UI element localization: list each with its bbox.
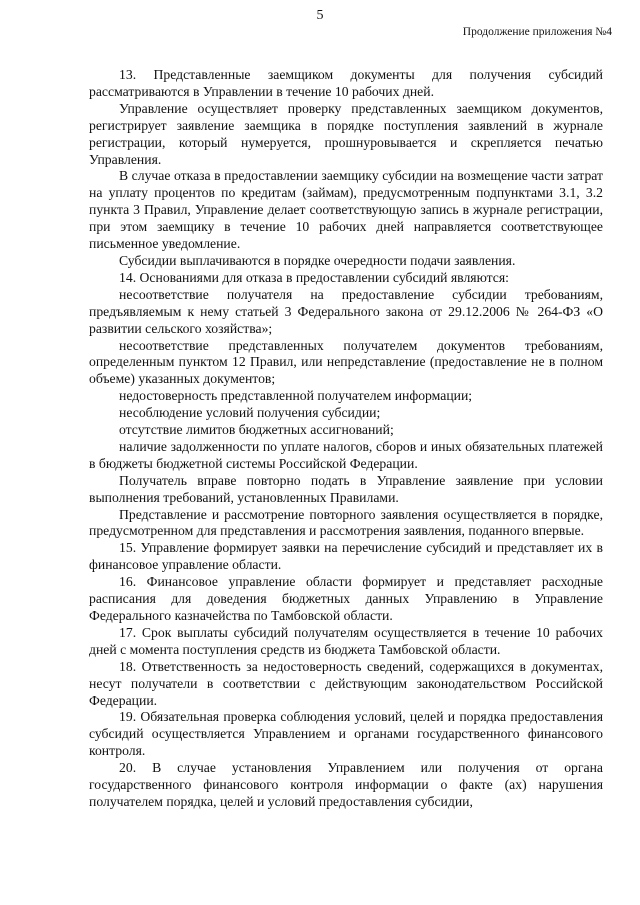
paragraph-13-refusal: В случае отказа в предоставлении заемщику субсидии на возмещение части затрат на уплату процентов по кредитам (займам), предусмотренным подпунктами 3.1, 3.2 пункта 3 Правил, Управление делает соответствующую запись в журнале регистрации, при этом заемщику в течение 10 рабочих дней направляется соответствующее письменное уведомление. bbox=[89, 168, 603, 252]
paragraph-18: 18. Ответственность за недостоверность сведений, содержащихся в документах, несут получатели в соответствии с действующим законодательством Российской Федерации. bbox=[89, 658, 603, 708]
paragraph-17: 17. Срок выплаты субсидий получателям осуществляется в течение 10 рабочих дней с момента поступления средств из бюджета Тамбовской области. bbox=[89, 624, 603, 657]
paragraph-16: 16. Финансовое управление области формирует и представляет расходные расписания для доведения бюджетных данных Управлению в Управление Федерального казначейства по Тамбовской области. bbox=[89, 574, 603, 623]
page-number: 5 bbox=[316, 8, 324, 23]
paragraph-15: 15. Управление формирует заявки на перечисление субсидий и представляет их в финансовое управление области. bbox=[89, 540, 603, 573]
paragraph-14: 14. Основаниями для отказа в предоставлении субсидий являются: bbox=[119, 269, 509, 285]
paragraph-14-resubmission-review: Представление и рассмотрение повторного заявления осуществляется в порядке, предусмотренном для представления и рассмотрения заявления, поданного впервые. bbox=[89, 506, 603, 539]
refusal-reason-item: отсутствие лимитов бюджетных ассигнований; bbox=[119, 422, 394, 438]
paragraph-20: 20. В случае установления Управлением или получения от органа государственного финансового контроля информации о факте (ах) нарушения получателем порядка, целей и условий предоставления субсидии, bbox=[89, 760, 603, 809]
paragraph-13-payment-order: Субсидии выплачиваются в порядке очередности подачи заявления. bbox=[119, 252, 516, 268]
refusal-reason-item: несоблюдение условий получения субсидии; bbox=[119, 405, 381, 421]
refusal-reason-item: несоответствие представленных получателем документов требованиям, определенным пунктом 12 Правил, или непредставление (предоставление не в полном объеме) указанных документов; bbox=[89, 337, 603, 387]
paragraph-14-resubmission: Получатель вправе повторно подать в Управление заявление при условии выполнения требований, установленных Правилами. bbox=[89, 472, 603, 505]
paragraph-13-registration: Управление осуществляет проверку представленных заемщиком документов, регистрирует заявление заемщика в порядке поступления заявлений в журнале регистрации, который нумеруется, прошнуровывается и скрепляется печатью Управления. bbox=[89, 100, 603, 167]
refusal-reason-item: недостоверность представленной получателем информации; bbox=[119, 388, 473, 404]
document-body bbox=[89, 67, 603, 811]
paragraph-13: 13. Представленные заемщиком документы для получения субсидий рассматриваются в Управлении в течение 10 рабочих дней. bbox=[89, 67, 603, 99]
appendix-continuation-note: Продолжение приложения №4 bbox=[462, 26, 612, 38]
refusal-reason-item: несоответствие получателя на предоставление субсидии требованиям, предъявляемым к нему статьей 3 Федерального закона от 29.12.2006 № 264-ФЗ «О развитии сельского хозяйства»; bbox=[89, 286, 603, 336]
paragraph-19: 19. Обязательная проверка соблюдения условий, целей и порядка предоставления субсидий осуществляется Управлением и органами государственного финансового контроля. bbox=[89, 709, 603, 759]
refusal-reason-item: наличие задолженности по уплате налогов, сборов и иных обязательных платежей в бюджеты бюджетной системы Российской Федерации. bbox=[89, 438, 603, 471]
